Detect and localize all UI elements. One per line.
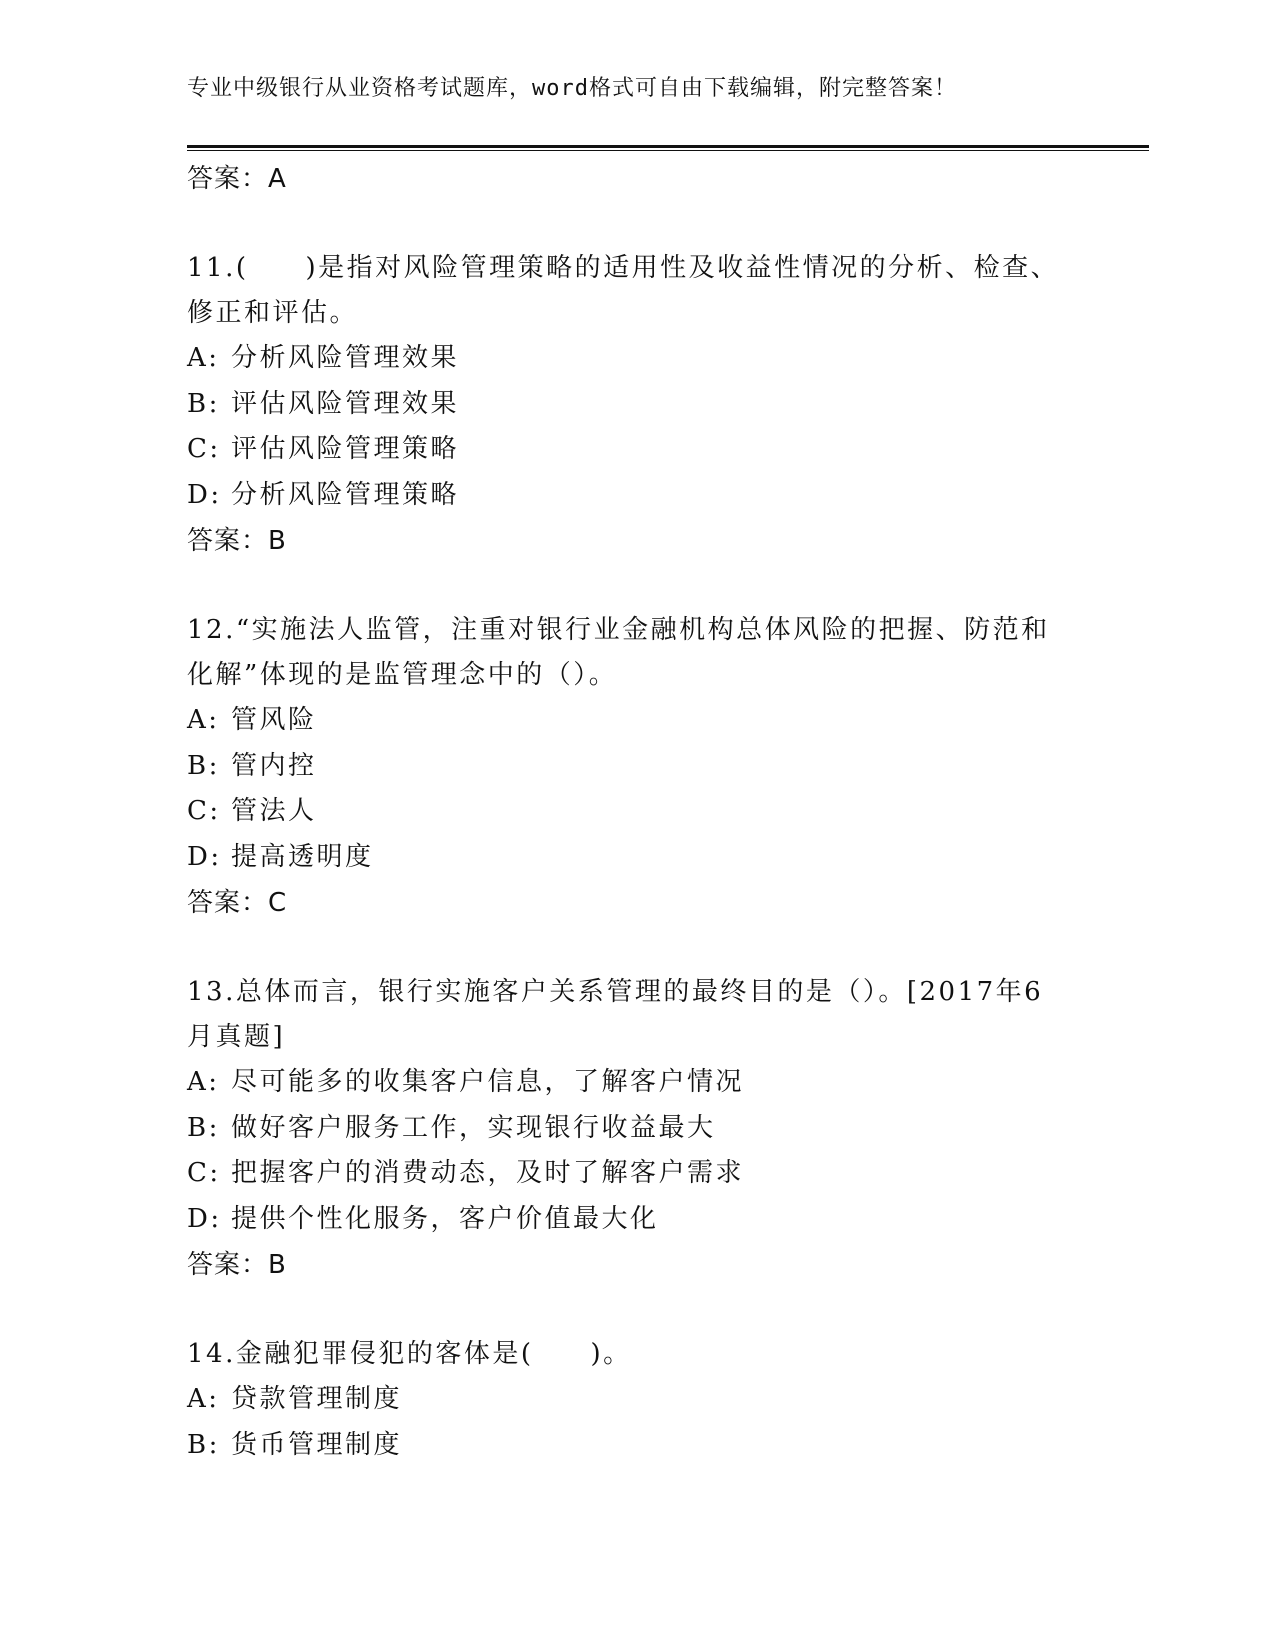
spacer bbox=[187, 1288, 1087, 1332]
page-header: 专业中级银行从业资格考试题库，word格式可自由下载编辑，附完整答案！ bbox=[187, 76, 957, 101]
option-letter: D: bbox=[187, 1203, 222, 1234]
option-d bbox=[187, 835, 1087, 881]
option-letter: D: bbox=[187, 841, 222, 872]
option-text: 提高透明度 bbox=[231, 841, 374, 872]
header-rule-thin bbox=[187, 150, 1149, 151]
answer-line: 答案：C bbox=[187, 888, 288, 918]
option-text: 提供个性化服务，客户价值最大化 bbox=[231, 1203, 659, 1234]
option-b bbox=[187, 1423, 1087, 1469]
option-text: 管内控 bbox=[231, 750, 317, 781]
question-list bbox=[187, 156, 1087, 1468]
question-text: 11.( )是指对风险管理策略的适用性及收益性情况的分析、检查、修正和评估。 bbox=[187, 253, 1060, 328]
option-b bbox=[187, 744, 1087, 790]
option-b bbox=[187, 382, 1087, 428]
option-c bbox=[187, 1151, 1087, 1197]
option-letter: B: bbox=[187, 1112, 220, 1143]
question-block bbox=[187, 1332, 1087, 1468]
question-block bbox=[187, 970, 1087, 1288]
option-text: 做好客户服务工作，实现银行收益最大 bbox=[231, 1112, 716, 1143]
option-text: 贷款管理制度 bbox=[231, 1384, 403, 1414]
previous-answer: 答案：A bbox=[187, 164, 287, 194]
option-text: 评估风险管理效果 bbox=[231, 388, 460, 419]
option-d bbox=[187, 473, 1087, 519]
option-a bbox=[187, 1060, 1087, 1106]
option-d bbox=[187, 1197, 1087, 1243]
question-text: 14.金融犯罪侵犯的客体是( )。 bbox=[187, 1339, 632, 1369]
option-letter: A: bbox=[187, 705, 220, 735]
option-letter: B: bbox=[187, 1429, 220, 1460]
option-letter: D: bbox=[187, 479, 222, 510]
answer-line: 答案：B bbox=[187, 1250, 287, 1280]
option-text: 管法人 bbox=[231, 796, 317, 826]
option-letter: B: bbox=[187, 388, 220, 419]
option-letter: A: bbox=[187, 1067, 220, 1097]
option-letter: C: bbox=[187, 796, 221, 826]
option-b bbox=[187, 1106, 1087, 1152]
option-c bbox=[187, 427, 1087, 473]
question-text: 13.总体而言，银行实施客户关系管理的最终目的是（）。[2017年6月真题] bbox=[187, 977, 1044, 1052]
option-text: 尽可能多的收集客户信息，了解客户情况 bbox=[231, 1067, 745, 1097]
option-letter: A: bbox=[187, 343, 220, 373]
question-block bbox=[187, 608, 1087, 926]
spacer bbox=[187, 564, 1087, 608]
spacer bbox=[187, 202, 1087, 246]
option-text: 管风险 bbox=[231, 705, 317, 735]
option-letter: B: bbox=[187, 750, 220, 781]
question-block bbox=[187, 246, 1087, 564]
option-text: 货币管理制度 bbox=[231, 1429, 403, 1460]
option-c bbox=[187, 789, 1087, 835]
option-letter: C: bbox=[187, 1158, 221, 1188]
option-text: 分析风险管理策略 bbox=[231, 479, 460, 510]
option-text: 分析风险管理效果 bbox=[231, 343, 460, 373]
header-rule-thick bbox=[187, 145, 1149, 148]
spacer bbox=[187, 926, 1087, 970]
option-text: 把握客户的消费动态，及时了解客户需求 bbox=[231, 1158, 745, 1188]
question-text: 12.“实施法人监管，注重对银行业金融机构总体风险的把握、防范和化解”体现的是监管理念中的（）。 bbox=[187, 615, 1050, 690]
option-a bbox=[187, 698, 1087, 744]
option-text: 评估风险管理策略 bbox=[231, 434, 460, 464]
option-a bbox=[187, 1377, 1087, 1423]
option-letter: C: bbox=[187, 434, 221, 464]
answer-line: 答案：B bbox=[187, 526, 287, 556]
option-a bbox=[187, 336, 1087, 382]
option-letter: A: bbox=[187, 1384, 220, 1414]
